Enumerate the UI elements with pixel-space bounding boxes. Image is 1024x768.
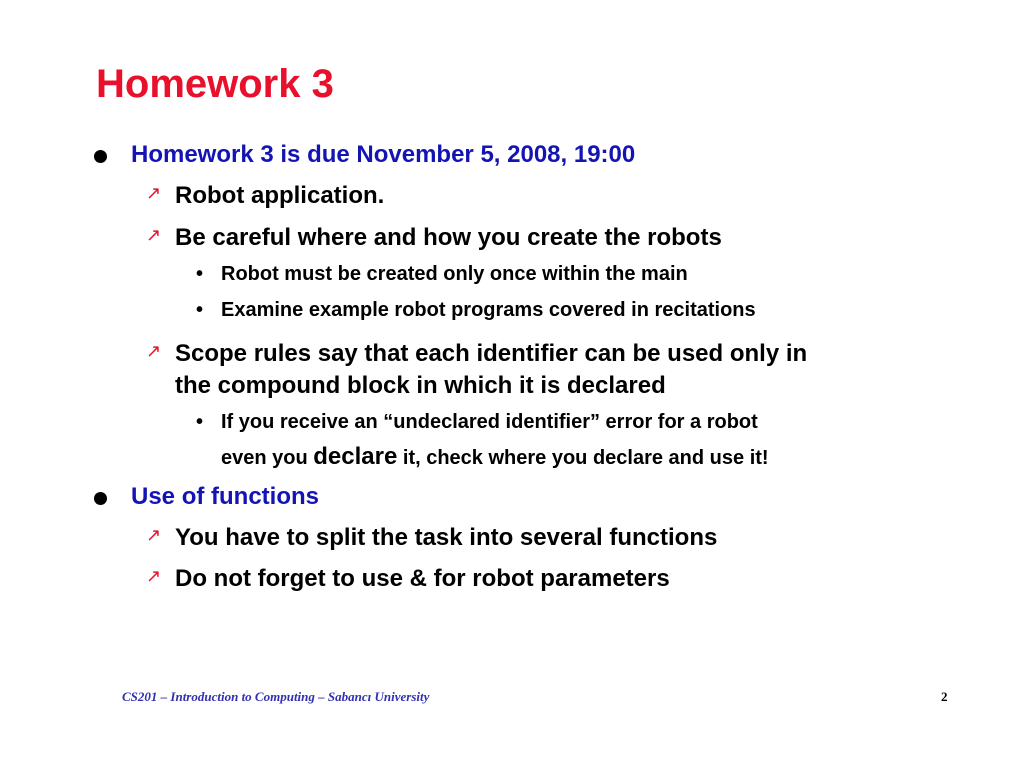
bullet-text: Robot must be created only once within the main: [221, 263, 688, 285]
disc-bullet-icon: [94, 492, 107, 505]
dot-bullet-icon: •: [196, 411, 204, 433]
text-even-you: even you: [221, 447, 314, 469]
bullet-text-line-2: [221, 443, 769, 471]
page-number: 2: [941, 689, 948, 704]
arrow-bullet-icon: ↗: [146, 566, 162, 586]
slide-title: Homework 3: [96, 62, 334, 106]
arrow-bullet-icon: ↗: [146, 525, 162, 545]
disc-bullet-icon: [94, 150, 107, 163]
bullet-text: You have to split the task into several functions: [175, 524, 718, 551]
arrow-bullet-icon: ↗: [146, 183, 162, 203]
bullet-text: Do not forget to use & for robot parameters: [175, 565, 670, 592]
bullet-text: Be careful where and how you create the robots: [175, 224, 722, 251]
bullet-text-line-1: If you receive an “undeclared identifier” error for a robot: [221, 411, 758, 433]
slide-footer: CS201 – Introduction to Computing – Sabancı University: [122, 689, 430, 704]
bullet-text: Use of functions: [131, 483, 320, 510]
bullet-text-line-2: the compound block in which it is declared: [175, 372, 666, 399]
arrow-bullet-icon: ↗: [146, 225, 162, 245]
arrow-bullet-icon: ↗: [146, 341, 162, 361]
bullet-text: Examine example robot programs covered in recitations: [221, 299, 756, 321]
text-check-where: it, check where you declare and use it!: [397, 447, 769, 469]
dot-bullet-icon: •: [196, 299, 204, 321]
text-declare-emphasis: declare: [313, 443, 398, 470]
bullet-text: Robot application.: [175, 182, 385, 209]
bullet-text-line-1: Scope rules say that each identifier can be used only in: [175, 340, 808, 367]
dot-bullet-icon: •: [196, 263, 204, 285]
bullet-text: Homework 3 is due November 5, 2008, 19:00: [131, 141, 636, 168]
